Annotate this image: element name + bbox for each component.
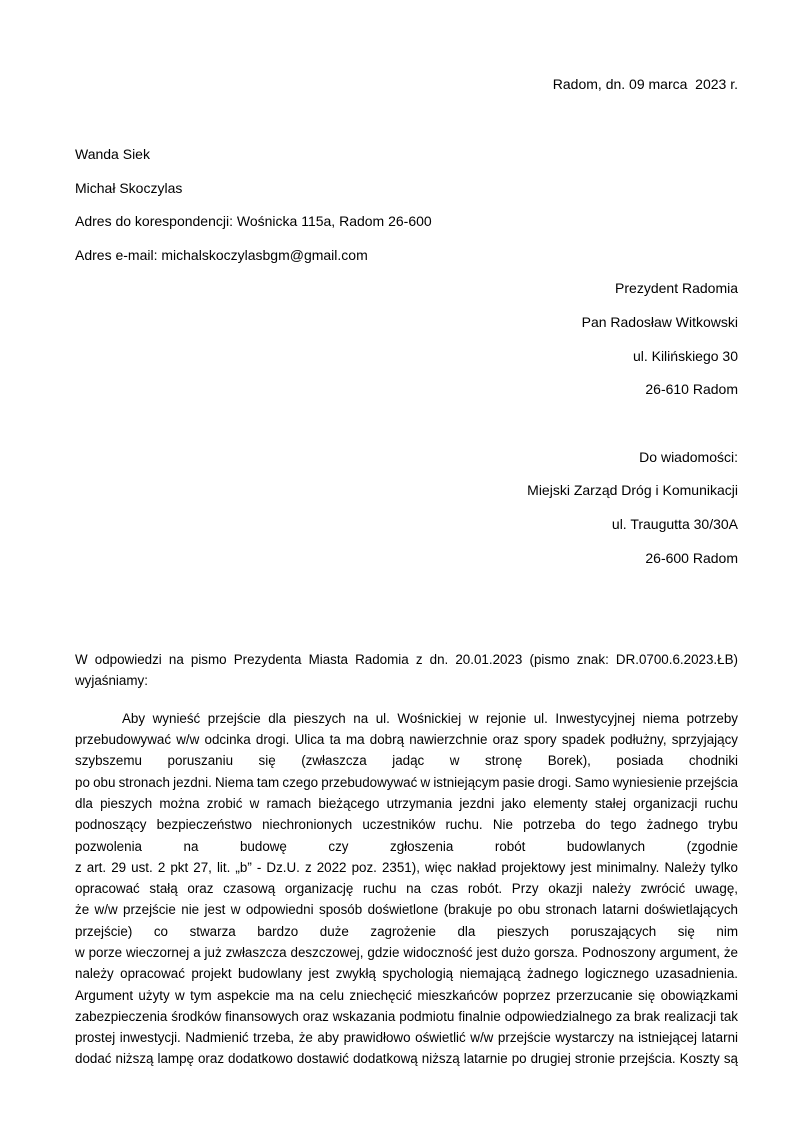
body-text-line: Argument użyty w tym aspekcie ma na celu zniechęcić mieszkańców poprzez przerzucanie się obowiązkami [75,987,738,1003]
sender-block [75,138,738,272]
cc-label: Do wiadomości: [639,448,738,465]
recipient-street: ul. Kilińskiego 30 [632,347,738,364]
body-text-line: szybszemu poruszaniu się (zwłaszcza jadąc w stronę Borek), posiada chodniki [75,753,738,769]
body-text-line: że w/w przejście nie jest w odpowiedni sposób doświetlone (brakuje po obu stronach latarni doświetlających [75,902,738,918]
recipient-name: Pan Radosław Witkowski [581,313,738,330]
body-text-line: pozwolenia na budowę czy zgłoszenia robót budowlanych (zgodnie [75,838,738,854]
sender-name-2: Michał Skoczylas [75,179,183,196]
body-text-line: Aby wynieść przejście dla pieszych na ul. Wośnickiej w rejonie ul. Inwestycyjnej niema potrzeby [122,710,738,726]
cc-street: ul. Traugutta 30/30A [611,515,738,532]
body-text-line: przebudowywać w/w odcinka drogi. Ulica ta ma dobrą nawierzchnie oraz spory spadek podłużny, sprzyjający [75,732,738,748]
cc-organization: Miejski Zarząd Dróg i Komunikacji [527,482,738,499]
intro-line: wyjaśniamy: [75,673,148,689]
body-text-line: z art. 29 ust. 2 pkt 27, lit. „b” - Dz.U. z 2022 poz. 2351), więc nakład projektowy jest minimalny. Należy tylko [75,859,738,875]
cc-city: 26-600 Radom [645,549,738,566]
body-text-line: opracować stałą oraz czasową organizację ruchu na czas robót. Przy okazji należy zwrócić uwagę, [75,881,738,897]
body-text-line: w porze wieczornej a już zwłaszcza deszczowej, gdzie widoczność jest dużo gorsza. Podnoszony argument, że [75,944,738,960]
body-text-line: zabezpieczenia środków finansowych oraz wskazania podmiotu finalnie odpowiedzialnego za brak realizacji tak [75,1008,738,1024]
sender-email-address: Adres e-mail: michalskoczylasbgm@gmail.com [75,246,368,263]
cc-block [75,441,738,575]
intro-paragraph [75,649,738,692]
recipient-block [75,272,738,406]
body-text-line: podnoszący bezpieczeństwo niechronionych uczestników ruchu. Nie potrzeba do tego żadnego trybu [75,817,738,833]
recipient-title: Prezydent Radomia [615,280,738,297]
body-text-line: należy opracować projekt budowlany jest zwykłą spychologią niemającą żadnego logicznego uzasadnienia. [75,966,738,982]
body-text-line: po obu stronach jezdni. Niema tam czego przebudowywać w istniejącym pasie drogi. Samo wyniesienie przejścia [75,774,738,790]
body-text-line: prostej inwestycji. Nadmienić trzeba, że aby prawidłowo oświetlić w/w przejście wystarczy na istniejącej latarni [75,1030,738,1046]
body-text-line: dla pieszych można zrobić w ramach bieżącego utrzymania jezdni jako elementy stałej organizacji ruchu [75,795,738,811]
date-line: Radom, dn. 09 marca 2023 r. [552,76,738,92]
sender-name-1: Wanda Siek [75,146,150,162]
recipient-city: 26-610 Radom [645,381,738,398]
body-text-line: przejście) co stwarza bardzo duże zagrożenie dla pieszych poruszających się nim [75,923,738,939]
body-paragraph [75,708,738,1070]
sender-postal-address: Adres do korespondencji: Wośnicka 115a, Radom 26-600 [75,213,432,230]
body-text-line: dodać niższą lampę oraz dodatkowo dostawić dodatkową niższą latarnie po drugiej stronie przejścia. Koszty są [75,1051,738,1067]
intro-line: W odpowiedzi na pismo Prezydenta Miasta Radomia z dn. 20.01.2023 (pismo znak: DR.0700.6.2023.ŁB) [75,652,738,668]
